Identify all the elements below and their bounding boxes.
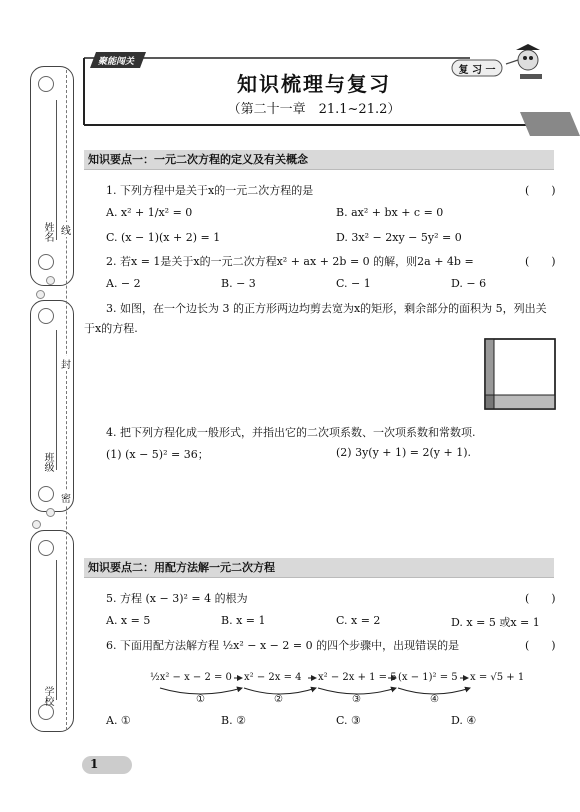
q5-option-d: D. x = 5 或x = 1 <box>451 616 540 629</box>
cut-mark-xian: 线 <box>61 222 71 237</box>
q5-option-b: B. x = 1 <box>221 614 266 627</box>
binding-segment-2 <box>30 300 74 512</box>
binding-ring <box>38 704 54 720</box>
q5-answer-paren: ( ) <box>525 592 556 605</box>
q6-chain-expr: x² − 2x + 1 = 5 <box>318 672 397 683</box>
binding-ring <box>38 254 54 270</box>
q2-option-d: D. − 6 <box>451 277 487 290</box>
q1-option-c: C. (x − 1)(x + 2) = 1 <box>106 231 221 244</box>
cut-mark-feng: 封 <box>61 356 71 371</box>
q6-option-c: C. ③ <box>336 714 361 727</box>
binding-bead <box>46 508 55 517</box>
q1-stem: 1. 下列方程中是关于x的一元二次方程的是 <box>106 184 314 197</box>
q1-answer-paren: ( ) <box>525 184 556 197</box>
q4-stem: 4. 把下列方程化成一般形式，并指出它的二次项系数、一次项系数和常数项. <box>106 426 476 439</box>
q6-chain-expr: x² − 2x = 4 <box>244 672 302 683</box>
page-number: 1 <box>90 757 99 771</box>
q3-square-figure <box>484 338 556 410</box>
q4-part-2: (2) 3y(y + 1) = 2(y + 1). <box>336 446 472 459</box>
q2-answer-paren: ( ) <box>525 255 556 268</box>
q5-stem: 5. 方程 (x − 3)² = 4 的根为 <box>106 592 248 605</box>
q3-line-2: 于x的方程. <box>84 322 138 335</box>
cut-mark-mi: 密 <box>61 490 71 505</box>
q6-chain-expr: x = √5 + 1 <box>470 672 525 683</box>
binding-bead <box>32 520 41 529</box>
q3-line-1: 3. 如图，在一个边长为 3 的正方形两边均剪去宽为x的矩形，剩余部分的面积为 5，列出关 <box>106 302 547 315</box>
q2-option-b: B. − 3 <box>221 277 256 290</box>
q2-stem: 2. 若x = 1是关于x的一元二次方程x² + ax + 2b = 0 的解，则2a + 4b = <box>106 255 474 268</box>
q6-option-a: A. ① <box>106 714 131 727</box>
q6-step-label: ① <box>196 694 205 705</box>
q1-option-d: D. 3x² − 2xy − 5y² = 0 <box>336 231 462 244</box>
q1-option-a: A. x² + 1/x² = 0 <box>106 206 193 219</box>
binding-ring <box>38 486 54 502</box>
q6-stem: 6. 下面用配方法解方程 ½x² − x − 2 = 0 的四个步骤中，出现错误的是 <box>106 639 460 652</box>
q5-option-c: C. x = 2 <box>336 614 381 627</box>
q6-step-label: ② <box>274 694 283 705</box>
q4-part-1: (1) (x − 5)² = 36； <box>106 448 209 461</box>
q6-chain-expr: (x − 1)² = 5 <box>398 672 458 683</box>
name-label: 姓名 <box>42 222 53 242</box>
write-line-class <box>56 330 57 470</box>
q6-step-label: ④ <box>430 694 439 705</box>
binding-ring <box>38 540 54 556</box>
binding-bead <box>46 276 55 285</box>
q6-chain-expr: ½x² − x − 2 = 0 <box>150 672 232 683</box>
class-label: 班级 <box>42 452 53 472</box>
review-tag: 复 习 一 <box>458 65 496 76</box>
q6-answer-paren: ( ) <box>525 639 556 652</box>
page-title: 知识梳理与复习 <box>237 72 391 96</box>
write-line-school <box>56 560 57 700</box>
section-1-header: 知识要点一：一元二次方程的定义及有关概念 <box>84 150 554 170</box>
q5-option-a: A. x = 5 <box>106 614 151 627</box>
cut-line <box>66 70 67 730</box>
q1-option-b: B. ax² + bx + c = 0 <box>336 206 444 219</box>
q6-option-b: B. ② <box>221 714 246 727</box>
school-label: 学校 <box>42 686 53 706</box>
brand-logo: 聚能闯关 <box>98 57 135 67</box>
q2-option-a: A. − 2 <box>106 277 141 290</box>
binding-ring <box>38 308 54 324</box>
binding-bead <box>36 290 45 299</box>
q2-option-c: C. − 1 <box>336 277 371 290</box>
q6-step-label: ③ <box>352 694 361 705</box>
q6-option-d: D. ④ <box>451 714 477 727</box>
section-2-header: 知识要点二：用配方法解一元二次方程 <box>84 558 554 578</box>
page-subtitle: （第二十一章 21.1~21.2） <box>227 102 401 117</box>
